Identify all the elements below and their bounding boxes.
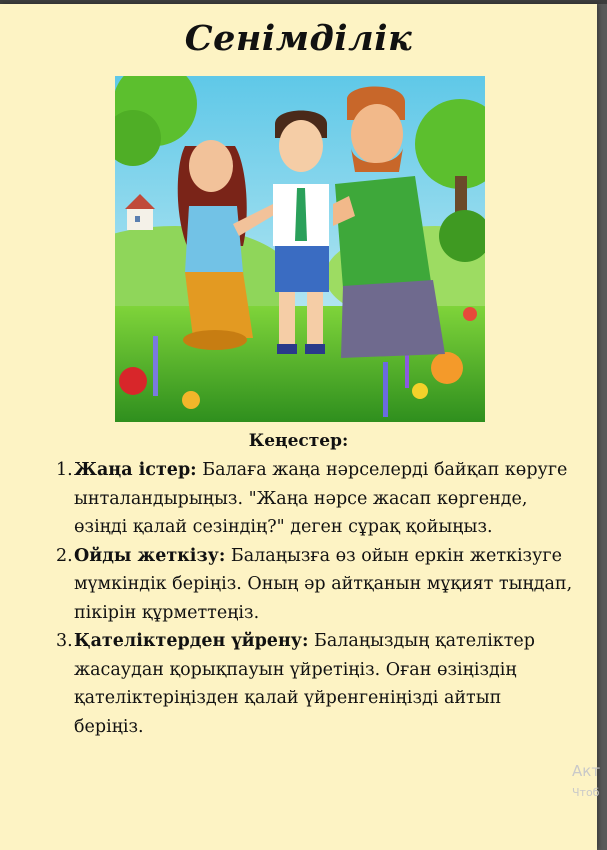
- list-number: 1.: [56, 460, 73, 480]
- tip-title: Ойды жеткізу:: [74, 545, 226, 566]
- list-item: [56, 456, 576, 542]
- tip-title: Қателіктерден үйрену:: [74, 631, 309, 651]
- family-illustration: [115, 76, 485, 422]
- list-item: [56, 627, 576, 741]
- activation-watermark: [572, 762, 600, 802]
- tip-title: Жаңа істер:: [74, 460, 197, 480]
- page-title: Сенімділік: [184, 18, 413, 59]
- tip-text: Балаға жаңа нәрселерді байқап көруге ынталандырыңыз. "Жаңа нәрсе жасап көргенде, өзіңді қалай сезіндің?" деген сұрақ қойыңыз.: [74, 460, 568, 537]
- list-item: [56, 542, 576, 628]
- watermark-line-1: Акт: [572, 762, 601, 780]
- watermark-line-2: Чтоб: [572, 786, 600, 799]
- tips-list: [56, 456, 576, 741]
- list-number: 2.: [56, 545, 73, 566]
- document-page: [0, 4, 597, 850]
- tip-text: Балаңызға өз ойын еркін жеткізуге мүмкіндік беріңіз. Оның әр айтқанын мұқият тыңдап, пікірін құрметтеңіз.: [74, 545, 573, 623]
- tip-text: Балаңыздың қателіктер жасаудан қорықпауын үйретіңіз. Оған өзіңіздің қателіктеріңізден қалай үйренгеніңізді айтып беріңіз.: [74, 631, 535, 737]
- tips-heading: Кеңестер:: [248, 431, 349, 451]
- list-number: 3.: [56, 631, 73, 651]
